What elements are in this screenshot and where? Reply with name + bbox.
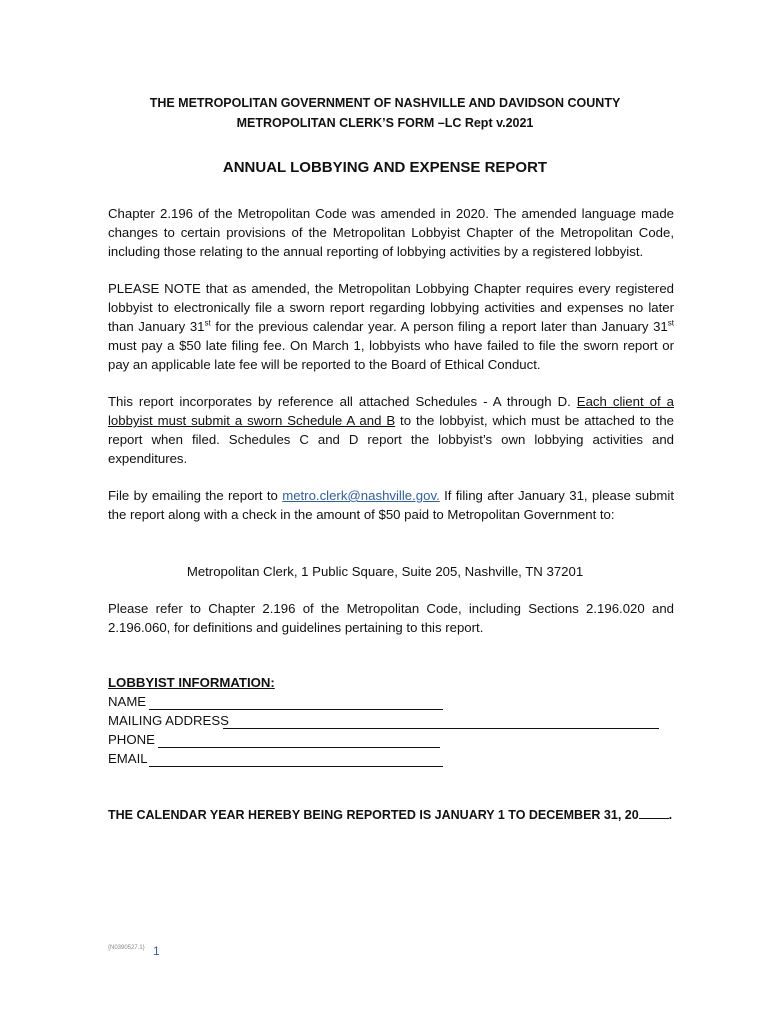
clerk-address: Metropolitan Clerk, 1 Public Square, Suite 205, Nashville, TN 37201 <box>186 564 584 579</box>
phone-label: PHONE <box>108 732 155 747</box>
schedule-requirement-text: Each client of a lobbyist must submit a sworn Schedule A and B <box>108 394 675 428</box>
mailing-address-field[interactable] <box>108 713 663 731</box>
page-number: 1 <box>153 944 160 958</box>
name-input-line[interactable] <box>149 709 443 710</box>
document-id: {N0390527.1} <box>108 945 145 951</box>
filing-paragraph: File by emailing the report to metro.clerk@nashville.gov. If filing after January 31, please submit the report along with a check in the amount of $50 paid to Metropolitan Government to: <box>108 488 674 522</box>
email-input-line[interactable] <box>149 766 443 767</box>
intro-paragraph: Chapter 2.196 of the Metropolitan Code was amended in 2020. The amended language made changes to certain provisions of the Metropolitan Lobbyist Chapter of the Metropolitan Code, including those relating to the annual reporting of lobbying activities by a registered lobbyist. <box>108 206 674 259</box>
email-field[interactable] <box>108 751 448 769</box>
refer-paragraph: Please refer to Chapter 2.196 of the Metropolitan Code, including Sections 2.196.020 and 2.196.060, for definitions and guidelines pertaining to this report. <box>108 601 674 635</box>
year-blank[interactable] <box>639 808 669 819</box>
note-paragraph: PLEASE NOTE that as amended, the Metropolitan Lobbying Chapter requires every registered lobbyist to electronically file a sworn report regarding lobbying activities and expenses no later than January 31st for the previous calendar year. A person filing a report later than January 31st must pay a $50 late filing fee. On March 1, lobbyists who have failed to file the sworn report or pay an applicable late fee will be reported to the Board of Ethical Conduct. <box>108 281 674 372</box>
mailing-address-label: MAILING ADDRESS <box>108 713 229 728</box>
clerk-email-link[interactable]: metro.clerk@nashville.gov. <box>282 488 440 503</box>
phone-input-line[interactable] <box>158 747 440 748</box>
email-label: EMAIL <box>108 751 148 766</box>
schedules-paragraph: This report incorporates by reference all attached Schedules - A through D. Each client of a lobbyist must submit a sworn Schedule A and B to the lobbyist, which must be attached to the report when filed. Schedules C and D report the lobbyist’s own lobbying activities and expenditures. <box>108 394 675 466</box>
lobbyist-info-heading: LOBBYIST INFORMATION: <box>108 675 275 690</box>
phone-field[interactable] <box>108 732 448 750</box>
mailing-address-input-line[interactable] <box>223 728 659 729</box>
name-field[interactable] <box>108 694 448 712</box>
header-line-1: THE METROPOLITAN GOVERNMENT OF NASHVILLE AND DAVIDSON COUNTY <box>149 96 621 110</box>
name-label: NAME <box>108 694 147 709</box>
document-title: ANNUAL LOBBYING AND EXPENSE REPORT <box>222 159 548 176</box>
header-line-2: METROPOLITAN CLERK’S FORM –LC Rept v.2021 <box>236 116 534 130</box>
calendar-year-statement: THE CALENDAR YEAR HEREBY BEING REPORTED IS JANUARY 1 TO DECEMBER 31, 20 . <box>108 808 673 822</box>
